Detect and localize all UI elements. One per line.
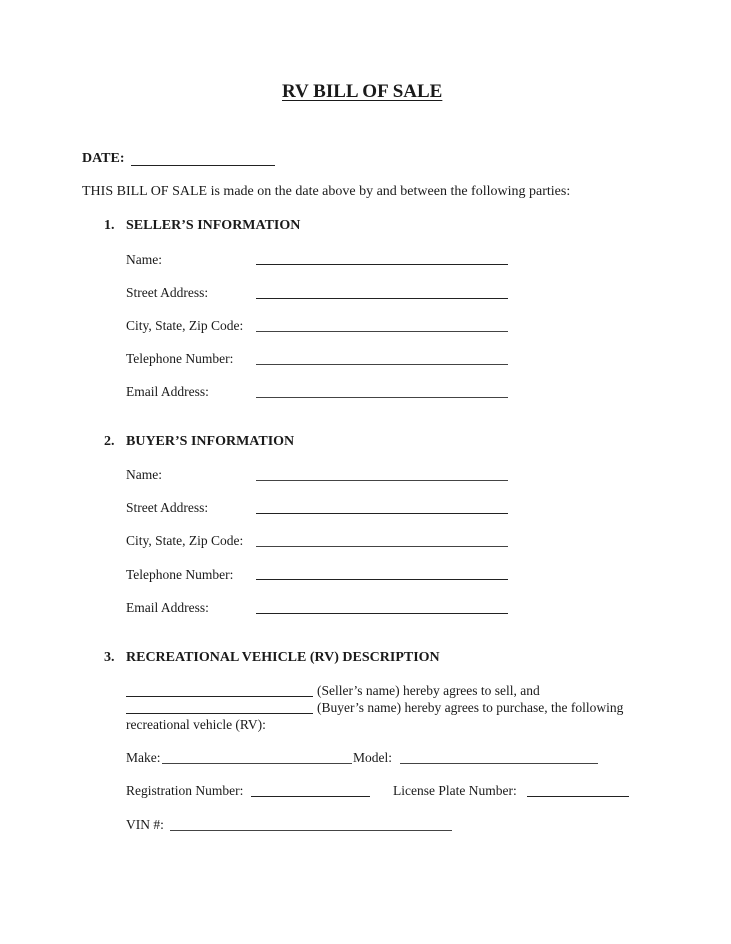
buyer-street-field[interactable]: [256, 513, 508, 514]
vin-field[interactable]: [170, 830, 452, 831]
seller-street-label: Street Address:: [126, 285, 209, 300]
intro-text: THIS BILL OF SALE is made on the date above by and between the following parties:: [82, 184, 571, 199]
buyer-phone-field[interactable]: [256, 579, 508, 580]
buyer-name-field[interactable]: [256, 480, 508, 481]
license-field[interactable]: [527, 796, 629, 797]
buyer-section-number: 2.: [104, 434, 115, 449]
date-field[interactable]: [131, 165, 275, 166]
seller-phone-field[interactable]: [256, 364, 508, 365]
buyer-phone-label: Telephone Number:: [126, 567, 234, 582]
buyer-city-label: City, State, Zip Code:: [126, 533, 244, 548]
buyer-city-field[interactable]: [256, 546, 508, 547]
seller-email-field[interactable]: [256, 397, 508, 398]
seller-name-blank[interactable]: [126, 696, 313, 697]
registration-label: Registration Number:: [126, 783, 244, 798]
seller-phone-label: Telephone Number:: [126, 351, 234, 366]
buyer-agree-text: (Buyer’s name) hereby agrees to purchase, the following: [317, 700, 624, 715]
rv-section-number: 3.: [104, 650, 115, 665]
registration-field[interactable]: [251, 796, 370, 797]
rv-section-heading: RECREATIONAL VEHICLE (RV) DESCRIPTION: [126, 650, 440, 665]
buyer-email-field[interactable]: [256, 613, 508, 614]
seller-street-field[interactable]: [256, 298, 508, 299]
seller-name-field[interactable]: [256, 264, 508, 265]
buyer-name-blank[interactable]: [126, 713, 313, 714]
buyer-name-label: Name:: [126, 467, 162, 482]
vin-label: VIN #:: [126, 817, 164, 832]
buyer-section-heading: BUYER’S INFORMATION: [126, 434, 295, 449]
license-label: License Plate Number:: [393, 783, 517, 798]
date-label: DATE:: [82, 151, 125, 166]
seller-section-number: 1.: [104, 218, 115, 233]
model-label: Model:: [353, 750, 392, 765]
model-field[interactable]: [400, 763, 598, 764]
make-field[interactable]: [162, 763, 352, 764]
document-title: RV BILL OF SALE: [282, 81, 443, 102]
rv-tail-text: recreational vehicle (RV):: [126, 717, 266, 732]
buyer-street-label: Street Address:: [126, 500, 209, 515]
seller-section-heading: SELLER’S INFORMATION: [126, 218, 301, 233]
make-label: Make:: [126, 750, 161, 765]
seller-name-label: Name:: [126, 252, 162, 267]
seller-agree-text: (Seller’s name) hereby agrees to sell, and: [317, 683, 540, 698]
seller-city-label: City, State, Zip Code:: [126, 318, 244, 333]
seller-city-field[interactable]: [256, 331, 508, 332]
buyer-email-label: Email Address:: [126, 600, 209, 615]
seller-email-label: Email Address:: [126, 384, 209, 399]
